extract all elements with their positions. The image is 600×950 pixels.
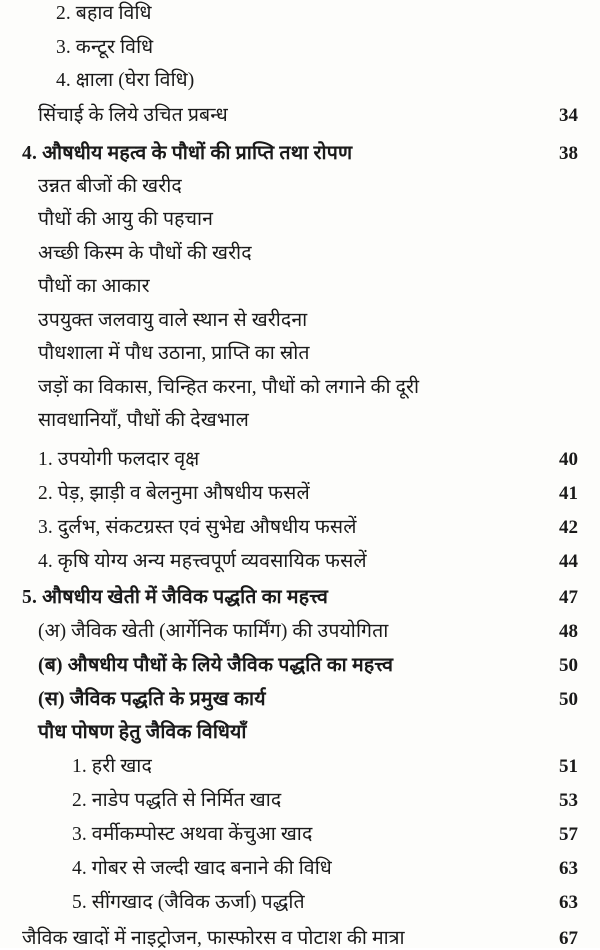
toc-entry-label: पौध पोषण हेतु जैविक विधियाँ: [38, 721, 247, 743]
toc-entry[interactable]: [0, 177, 600, 197]
toc-entry-page-number: 67: [559, 928, 578, 949]
toc-entry[interactable]: [0, 824, 600, 846]
toc-row-spacer: [0, 297, 600, 311]
toc-row-spacer: [0, 364, 600, 378]
toc-row-spacer: [0, 914, 600, 928]
toc-entry-page-number: 48: [559, 620, 578, 642]
toc-entry-page-number: 34: [559, 104, 578, 126]
toc-entry-label: (अ) जैविक खेती (आर्गेनिक फार्मिंग) की उपयोगिता: [38, 620, 389, 642]
toc-entry-label: अच्छी किस्म के पौधों की खरीद: [38, 242, 252, 264]
toc-entry[interactable]: [0, 344, 600, 364]
toc-entry[interactable]: [0, 517, 600, 539]
toc-entry[interactable]: [0, 105, 600, 127]
toc-row-spacer: [0, 846, 600, 858]
toc-row-spacer: [0, 91, 600, 105]
toc-entry-page-number: 57: [559, 824, 578, 845]
toc-row-spacer: [0, 127, 600, 143]
toc-entry-page-number: 41: [559, 482, 578, 504]
toc-entry-page-number: 51: [559, 756, 578, 777]
toc-row-spacer: [0, 57, 600, 71]
toc-entry[interactable]: [0, 378, 600, 398]
toc-entry-page-number: 38: [559, 142, 578, 164]
toc-row-spacer: [0, 505, 600, 517]
toc-row-spacer: [0, 812, 600, 824]
toc-entry-page-number: 44: [559, 550, 578, 572]
toc-entry-label: पौधों की आयु की पहचान: [38, 209, 214, 230]
toc-row-spacer: [0, 431, 600, 449]
toc-entry[interactable]: [0, 928, 600, 950]
toc-entry[interactable]: [0, 244, 600, 264]
toc-entry-label: 3. वर्मीकम्पोस्ट अथवा केंचुआ खाद: [72, 824, 313, 845]
toc-row-spacer: [0, 471, 600, 483]
toc-row-spacer: [0, 609, 600, 621]
toc-entry-label: जैविक खादों में नाइट्रोजन, फास्फोरस व पोटाश की मात्रा: [22, 928, 405, 949]
toc-row-spacer: [0, 230, 600, 244]
toc-entry[interactable]: [0, 210, 600, 230]
toc-entry[interactable]: [0, 756, 600, 778]
toc-entry-page-number: 40: [559, 448, 578, 470]
toc-row-spacer: [0, 677, 600, 689]
toc-entry-label: 3. कन्टूर विधि: [56, 36, 154, 58]
toc-entry-page-number: 50: [559, 654, 578, 676]
toc-entry[interactable]: [0, 38, 600, 58]
toc-entry-page-number: 42: [559, 516, 578, 538]
toc-entry-label: सावधानियाँ, पौधों की देखभाल: [38, 410, 249, 431]
toc-row-spacer: [0, 880, 600, 892]
toc-row-spacer: [0, 24, 600, 38]
toc-entry[interactable]: [0, 411, 600, 431]
toc-entry[interactable]: [0, 790, 600, 812]
toc-entry-label: पौधशाला में पौध उठाना, प्राप्ति का स्रोत: [38, 343, 310, 364]
toc-row-spacer: [0, 397, 600, 411]
toc-entry[interactable]: [0, 621, 600, 643]
toc-row-spacer: [0, 778, 600, 790]
toc-row-spacer: [0, 330, 600, 344]
toc-row-spacer: [0, 742, 600, 756]
toc-entry-label: 5. औषधीय खेती में जैविक पद्धति का महत्त्व: [22, 586, 329, 608]
toc-entry[interactable]: [0, 551, 600, 573]
toc-entry[interactable]: [0, 689, 600, 711]
toc-entry[interactable]: [0, 587, 600, 609]
toc-entry-label: पौधों का आकार: [38, 276, 150, 297]
toc-row-spacer: [0, 573, 600, 587]
toc-entry-page-number: 50: [559, 688, 578, 710]
toc-entry-label: 2. पेड़, झाड़ी व बेलनुमा औषधीय फसलें: [38, 482, 310, 504]
toc-entry[interactable]: [0, 449, 600, 471]
toc-row-spacer: [0, 263, 600, 277]
toc-entry-label: (स) जैविक पद्धति के प्रमुख कार्य: [38, 688, 266, 710]
toc-entry-label: 4. क्षाला (घेरा विधि): [56, 70, 195, 91]
toc-entry-label: 1. हरी खाद: [72, 756, 152, 777]
toc-entry-label: 3. दुर्लभ, संकटग्रस्त एवं सुभेद्य औषधीय फसलें: [38, 516, 357, 538]
toc-entry-label: 2. नाडेप पद्धति से निर्मित खाद: [72, 790, 282, 811]
toc-entry[interactable]: [0, 311, 600, 331]
toc-entry-label: उपयुक्त जलवायु वाले स्थान से खरीदना: [38, 309, 308, 331]
toc-entry[interactable]: [0, 892, 600, 914]
toc-entry[interactable]: [0, 71, 600, 91]
toc-entry-page-number: 53: [559, 790, 578, 811]
toc-entry[interactable]: [0, 723, 600, 743]
toc-row-spacer: [0, 165, 600, 177]
toc-entry-label: जड़ों का विकास, चिन्हित करना, पौधों को लगाने की दूरी: [38, 376, 420, 398]
toc-entry[interactable]: [0, 4, 600, 24]
toc-entry[interactable]: [0, 143, 600, 165]
toc-entry-page-number: 63: [559, 892, 578, 913]
toc-entry-label: (ब) औषधीय पौधों के लिये जैविक पद्धति का महत्त्व: [38, 654, 394, 676]
toc-entry-label: सिंचाई के लिये उचित प्रबन्ध: [38, 104, 228, 126]
toc-entry-label: 2. बहाव विधि: [56, 3, 152, 24]
toc-entry-label: 4. गोबर से जल्दी खाद बनाने की विधि: [72, 858, 332, 879]
toc-entry-page-number: 63: [559, 858, 578, 879]
toc-row-spacer: [0, 539, 600, 551]
toc-row-spacer: [0, 643, 600, 655]
toc-entry-page-number: 47: [559, 586, 578, 608]
toc-entry[interactable]: [0, 277, 600, 297]
toc-entry-label: उन्नत बीजों की खरीद: [38, 175, 182, 197]
toc-entry-label: 4. कृषि योग्य अन्य महत्त्वपूर्ण व्यवसायिक फसलें: [38, 550, 367, 572]
toc-entry[interactable]: [0, 655, 600, 677]
toc-entry-label: 1. उपयोगी फलदार वृक्ष: [38, 448, 200, 470]
toc-row-spacer: [0, 711, 600, 723]
toc-entry-label: 5. सींगखाद (जैविक ऊर्जा) पद्धति: [72, 892, 305, 913]
toc-entry[interactable]: [0, 483, 600, 505]
toc-row-spacer: [0, 196, 600, 210]
toc-entry-label: 4. औषधीय महत्व के पौधों की प्राप्ति तथा रोपण: [22, 142, 353, 164]
toc-entry[interactable]: [0, 858, 600, 880]
